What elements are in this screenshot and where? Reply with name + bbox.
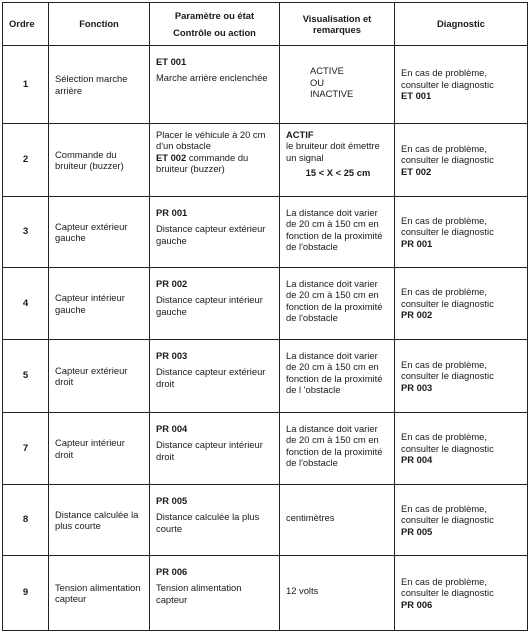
param-code: PR 006	[156, 566, 188, 577]
vis-line: OU	[310, 76, 325, 88]
row-parametre	[150, 413, 280, 485]
row-visualisation: 12 volts	[280, 556, 395, 631]
table-row	[3, 124, 528, 197]
row-diagnostic	[395, 556, 528, 631]
row-parametre	[150, 46, 280, 124]
row-ordre: 8	[3, 485, 49, 556]
table-row	[3, 413, 528, 485]
row-fonction: Distance calculée la plus courte	[49, 485, 150, 556]
header-parametre-line2: Contrôle ou action	[173, 27, 256, 38]
param-text: Distance capteur extérieur gauche	[156, 223, 266, 246]
row-visualisation: La distance doit varier de 20 cm à 150 cm en fonction de la proximité de l 'obstacle	[280, 340, 395, 413]
diag-text: En cas de problème, consulter le diagnostic	[401, 214, 494, 238]
row-fonction: Sélection marche arrière	[49, 46, 150, 124]
diag-code: PR 001	[401, 237, 433, 249]
param-text: Tension alimentation capteur	[156, 582, 242, 605]
row-parametre	[150, 485, 280, 556]
diagnostic-table	[2, 2, 528, 631]
row-visualisation: La distance doit varier de 20 cm à 150 cm en fonction de la proximité de l'obstacle	[280, 268, 395, 340]
row-visualisation	[280, 46, 395, 124]
vis-line: ACTIVE	[310, 65, 344, 77]
param-pre: Placer le véhicule à 20 cm d'un obstacle	[156, 129, 266, 152]
row-fonction: Capteur extérieur gauche	[49, 197, 150, 268]
vis-bold: ACTIF	[286, 129, 314, 140]
vis-text: le bruiteur doit émettre un signal	[286, 140, 380, 163]
param-code: ET 001	[156, 56, 187, 67]
diag-code: PR 003	[401, 381, 433, 393]
header-visualisation: Visualisation et remarques	[280, 3, 395, 46]
diag-code: PR 005	[401, 525, 433, 537]
param-code: PR 003	[156, 350, 188, 361]
row-visualisation: La distance doit varier de 20 cm à 150 cm en fonction de la proximité de l'obstacle	[280, 197, 395, 268]
row-diagnostic	[395, 413, 528, 485]
table-row	[3, 46, 528, 124]
table-row	[3, 197, 528, 268]
row-diagnostic	[395, 268, 528, 340]
header-fonction: Fonction	[49, 3, 150, 46]
diag-text: En cas de problème, consulter le diagnostic	[401, 502, 494, 526]
diag-code: ET 002	[401, 165, 432, 177]
diag-text: En cas de problème, consulter le diagnostic	[401, 358, 494, 382]
diag-text: En cas de problème, consulter le diagnostic	[401, 575, 494, 599]
vis-line: INACTIVE	[310, 88, 354, 100]
row-parametre	[150, 556, 280, 631]
row-diagnostic	[395, 340, 528, 413]
header-ordre: Ordre	[3, 3, 49, 46]
row-fonction: Capteur extérieur droit	[49, 340, 150, 413]
param-code: PR 002	[156, 278, 188, 289]
row-ordre: 4	[3, 268, 49, 340]
row-parametre	[150, 197, 280, 268]
table-row	[3, 485, 528, 556]
diag-text: En cas de problème, consulter le diagnostic	[401, 67, 494, 90]
row-visualisation	[280, 124, 395, 197]
row-parametre	[150, 340, 280, 413]
param-code: ET 002	[156, 151, 187, 163]
row-fonction: Tension alimentation capteur	[49, 556, 150, 631]
diag-code: ET 001	[401, 90, 432, 102]
header-diagnostic: Diagnostic	[395, 3, 528, 46]
param-code: PR 005	[156, 495, 188, 506]
row-diagnostic	[395, 197, 528, 268]
header-parametre-line1: Paramètre ou état	[174, 9, 255, 21]
row-fonction: Capteur intérieur gauche	[49, 268, 150, 340]
table-header-row	[3, 3, 528, 46]
param-code: PR 004	[156, 423, 188, 434]
row-fonction: Capteur intérieur droit	[49, 413, 150, 485]
vis-range: 15 < X < 25 cm	[305, 167, 371, 179]
row-ordre: 5	[3, 340, 49, 413]
param-code: PR 001	[156, 207, 188, 218]
row-fonction: Commande du bruiteur (buzzer)	[49, 124, 150, 197]
diag-code: PR 006	[401, 598, 433, 610]
diag-code: PR 004	[401, 454, 433, 466]
table-row	[3, 340, 528, 413]
row-ordre: 7	[3, 413, 49, 485]
param-text: Distance capteur intérieur droit	[156, 439, 263, 462]
param-text: commande du bruiteur (buzzer)	[156, 151, 249, 175]
param-text: Distance calculée la plus courte	[156, 511, 260, 534]
row-ordre: 3	[3, 197, 49, 268]
row-ordre: 2	[3, 124, 49, 197]
row-diagnostic	[395, 485, 528, 556]
row-diagnostic	[395, 124, 528, 197]
row-parametre	[150, 124, 280, 197]
param-text: Distance capteur extérieur droit	[156, 366, 266, 389]
diag-text: En cas de problème, consulter le diagnostic	[401, 286, 494, 309]
param-text: Marche arrière enclenchée	[156, 72, 268, 84]
diag-text: En cas de problème, consulter le diagnostic	[401, 142, 494, 166]
row-ordre: 1	[3, 46, 49, 124]
row-ordre: 9	[3, 556, 49, 631]
row-diagnostic	[395, 46, 528, 124]
header-parametre	[150, 3, 280, 46]
table-row	[3, 556, 528, 631]
table-row	[3, 268, 528, 340]
row-visualisation: centimètres	[280, 485, 395, 556]
diag-code: PR 002	[401, 309, 433, 321]
row-parametre	[150, 268, 280, 340]
diag-text: En cas de problème, consulter le diagnostic	[401, 431, 494, 454]
row-visualisation: La distance doit varier de 20 cm à 150 cm en fonction de la proximité de l'obstacle	[280, 413, 395, 485]
param-text: Distance capteur intérieur gauche	[156, 294, 263, 317]
